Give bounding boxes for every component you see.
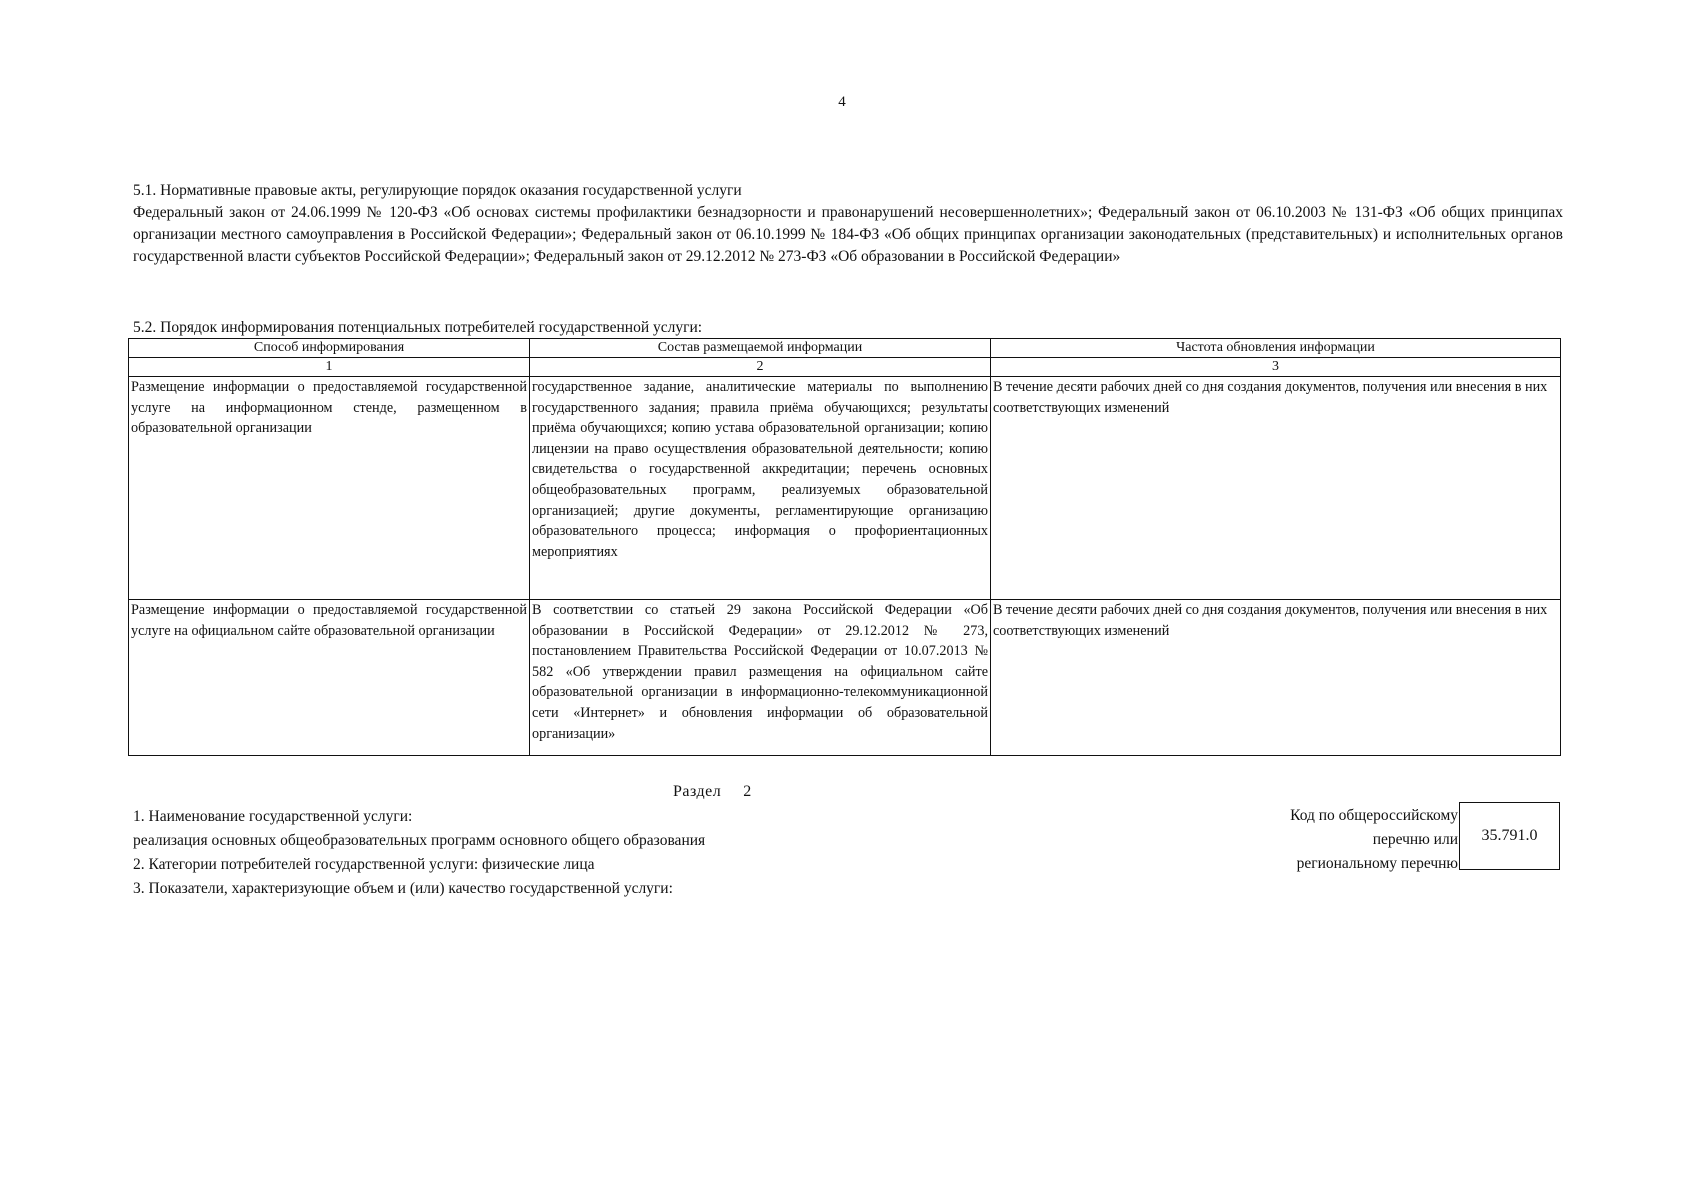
cell-method: Размещение информации о предоставляемой государственной услуге на информационном стенде, размещенном в образовательной организации	[129, 377, 530, 600]
code-value-box	[1459, 802, 1560, 870]
code-label	[1180, 804, 1458, 876]
table-header-row	[129, 339, 1561, 358]
section-5-2-title: 5.2. Порядок информирования потенциальных потребителей государственной услуги:	[133, 319, 703, 336]
table-row	[129, 377, 1561, 600]
column-number-2: 2	[530, 358, 991, 377]
table-row	[129, 600, 1561, 756]
consumer-categories: 2. Категории потребителей государственной услуги: физические лица	[133, 856, 595, 873]
column-header-frequency: Частота обновления информации	[991, 339, 1561, 358]
indicators-title: 3. Показатели, характеризующие объем и (или) качество государственной услуги:	[133, 880, 673, 897]
code-label-line: перечню или	[1372, 831, 1458, 848]
section-5-1-title: 5.1. Нормативные правовые акты, регулирующие порядок оказания государственной услуги	[133, 182, 742, 199]
section-heading-number: 2	[743, 783, 752, 800]
column-header-method: Способ информирования	[129, 339, 530, 358]
table-number-row	[129, 358, 1561, 377]
section-5-1	[133, 180, 1563, 268]
section-5-1-laws: Федеральный закон от 24.06.1999 № 120-ФЗ «Об основах системы профилактики безнадзорности и правонарушений несовершеннолетних»; Федеральный закон от 06.10.2003 № 131-ФЗ «Об общих принципах организации местного самоуправления в Российской Федерации»; Федеральный закон от 06.10.1999 № 184-ФЗ «Об общих принципах организации законодательных (представительных) и исполнительных органов государственной власти субъектов Российской Федерации»; Федеральный закон от 29.12.2012 № 273-ФЗ «Об образовании в Российской Федерации»	[133, 204, 1563, 265]
page-number: 4	[838, 94, 846, 110]
section-heading-label: Раздел	[673, 783, 722, 800]
information-table	[128, 338, 1561, 756]
column-header-content: Состав размещаемой информации	[530, 339, 991, 358]
service-name-title: 1. Наименование государственной услуги:	[133, 808, 413, 825]
code-label-line: Код по общероссийскому	[1290, 807, 1458, 824]
code-label-line: региональному перечню	[1296, 855, 1458, 872]
cell-content: государственное задание, аналитические материалы по выполнению государственного задания; правила приёма обучающихся; результаты приёма обучающихся; копию устава образовательной организации; копию лицензии на право осуществления образовательной деятельности; копию свидетельства о государственной аккредитации; перечень основных общеобразовательных программ, реализуемых образовательной организацией; другие документы, регламентирующие организацию образовательного процесса; информация о профориентационных мероприятиях	[530, 377, 991, 600]
section-2-body	[133, 805, 933, 901]
column-number-1: 1	[129, 358, 530, 377]
cell-content: В соответствии со статьей 29 закона Российской Федерации «Об образовании в Российской Федерации» от 29.12.2012 № 273, постановлением Правительства Российской Федерации от 10.07.2013 № 582 «Об утверждении правил размещения на официальном сайте образовательной организации в информационно-телекоммуникационной сети «Интернет» и обновления информации об образовательной организации»	[530, 600, 991, 756]
cell-method: Размещение информации о предоставляемой государственной услуге на официальном сайте образовательной организации	[129, 600, 530, 756]
service-name-value: реализация основных общеобразовательных программ основного общего образования	[133, 832, 706, 849]
cell-frequency: В течение десяти рабочих дней со дня создания документов, получения или внесения в них соответствующих изменений	[991, 377, 1561, 600]
cell-frequency: В течение десяти рабочих дней со дня создания документов, получения или внесения в них соответствующих изменений	[991, 600, 1561, 756]
code-value: 35.791.0	[1481, 827, 1538, 844]
column-number-3: 3	[991, 358, 1561, 377]
section-heading	[673, 783, 752, 801]
